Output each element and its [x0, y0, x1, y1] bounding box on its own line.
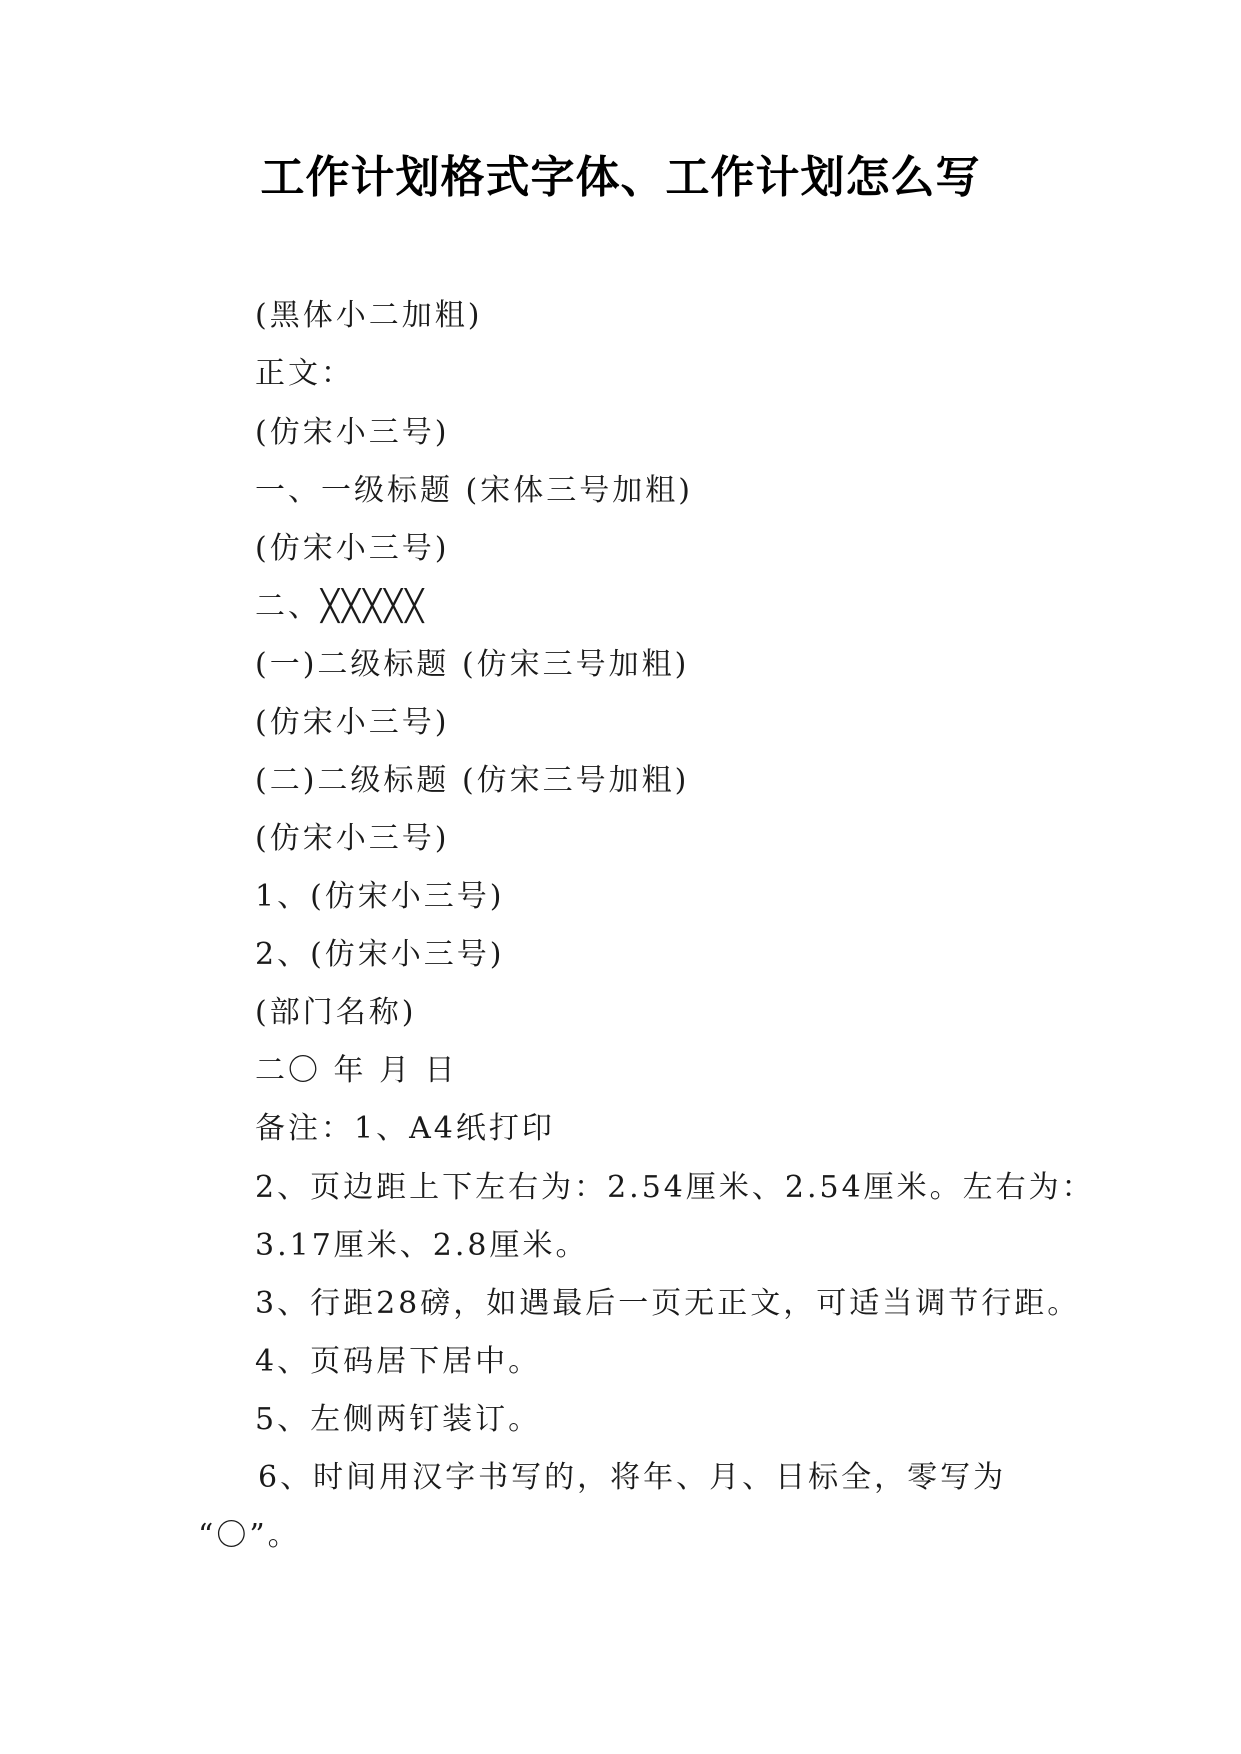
- note-line: 3.17厘米、2.8厘米。: [255, 1228, 589, 1263]
- body-line: (黑体小二加粗): [255, 298, 483, 333]
- note-line: 5、左侧两钉装订。: [255, 1402, 542, 1437]
- body-line: 2、(仿宋小三号): [255, 937, 505, 972]
- body-line: 二、╳╳╳╳╳: [255, 589, 427, 624]
- body-line: (一)二级标题 (仿宋三号加粗): [255, 647, 690, 682]
- note-line: 2、页边距上下左右为：2.54厘米、2.54厘米。左右为：: [255, 1170, 1095, 1205]
- date-line: 二〇 年 月 日: [255, 1053, 458, 1088]
- body-line: (仿宋小三号): [255, 415, 450, 450]
- note-line: “〇”。: [198, 1518, 301, 1553]
- note-line: 3、行距28磅，如遇最后一页无正文，可适当调节行距。: [255, 1286, 1081, 1321]
- body-line: (仿宋小三号): [255, 821, 450, 856]
- body-line: (仿宋小三号): [255, 531, 450, 566]
- body-line: (二)二级标题 (仿宋三号加粗): [255, 763, 690, 798]
- body-line: 1、(仿宋小三号): [255, 879, 505, 914]
- body-line: (仿宋小三号): [255, 705, 450, 740]
- body-line: (部门名称): [255, 995, 417, 1030]
- body-line: 正文：: [255, 356, 354, 391]
- note-line: 4、页码居下居中。: [255, 1344, 542, 1379]
- body-line: 一、一级标题 (宋体三号加粗): [255, 473, 693, 508]
- document-title: 工作计划格式字体、工作计划怎么写: [260, 152, 981, 203]
- note-line: 备注：1、A4纸打印: [255, 1111, 555, 1146]
- note-line: 6、时间用汉字书写的，将年、月、日标全，零写为: [258, 1460, 1007, 1495]
